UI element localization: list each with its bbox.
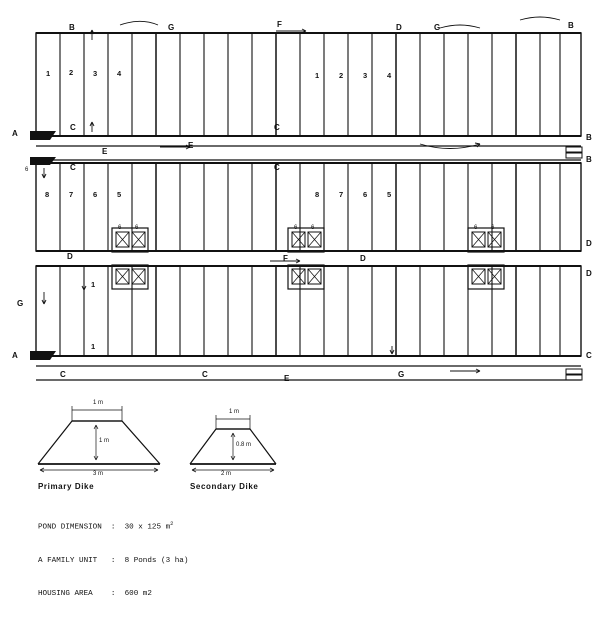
section-mark-c-right: C bbox=[586, 351, 592, 360]
legend-notes bbox=[38, 498, 338, 622]
section-mark-c-5: C bbox=[60, 370, 66, 379]
section-mark-g-top-2: G bbox=[434, 23, 441, 32]
secondary-dike-top-width-label: 1 m bbox=[229, 409, 240, 415]
section-mark-c-4: C bbox=[274, 163, 280, 172]
section-mark-f-2: F bbox=[283, 254, 288, 263]
section-mark-g-left: G bbox=[17, 299, 24, 308]
section-mark-d-top: D bbox=[396, 23, 402, 32]
pond-row-1 bbox=[36, 33, 581, 136]
section-mark-c-3: C bbox=[70, 163, 76, 172]
section-mark-e-2: E bbox=[102, 147, 108, 156]
section-mark-c-2: C bbox=[274, 123, 280, 132]
section-mark-c-1: C bbox=[70, 123, 76, 132]
house-unit-label-right: 6 bbox=[135, 225, 139, 231]
primary-dike-height-label: 1 m bbox=[99, 438, 110, 444]
section-mark-c-6: C bbox=[202, 370, 208, 379]
canal-1 bbox=[36, 146, 581, 160]
section-mark-d-right-2: D bbox=[586, 269, 592, 278]
house-unit-label-right: 6 bbox=[491, 225, 495, 231]
pond-number: 7 bbox=[339, 190, 344, 199]
pond-number: 5 bbox=[387, 190, 392, 199]
canal-2 bbox=[36, 366, 581, 380]
section-mark-e-1: E bbox=[188, 141, 194, 150]
section-mark-e-3: E bbox=[284, 374, 290, 383]
section-mark-6-left: 6 bbox=[25, 167, 29, 173]
secondary-dike-caption: Secondary Dike bbox=[190, 482, 259, 491]
pond-number: 7 bbox=[69, 190, 74, 199]
house-unit-label-left: 6 bbox=[474, 225, 478, 231]
section-mark-f-top: F bbox=[277, 20, 282, 29]
legend-row-family-unit: A FAMILY UNIT : 8 Ponds (3 ha) bbox=[38, 556, 189, 565]
pond-number: 1 bbox=[46, 69, 51, 78]
pond-number: 1 bbox=[91, 280, 96, 289]
pond-number: 8 bbox=[45, 190, 50, 199]
section-mark-g-bottom: G bbox=[398, 370, 405, 379]
house-unit-label-left: 6 bbox=[294, 225, 298, 231]
primary-dike-top-width-label: 1 m bbox=[93, 400, 104, 406]
pond-number: 3 bbox=[363, 71, 368, 80]
section-mark-g-top-1: G bbox=[168, 23, 175, 32]
housing-units-row-3 bbox=[112, 265, 504, 289]
pond-number: 1 bbox=[315, 71, 320, 80]
section-mark-a-left-2: A bbox=[12, 351, 18, 360]
section-mark-b-top-right: B bbox=[568, 21, 574, 30]
legend-superscript-2: 2 bbox=[170, 520, 174, 527]
pond-number: 2 bbox=[339, 71, 344, 80]
pond-number: 3 bbox=[93, 69, 98, 78]
section-mark-a-left-1: A bbox=[12, 129, 18, 138]
pond-number: 4 bbox=[117, 69, 122, 78]
secondary-dike-height-label: 0.8 m bbox=[236, 442, 252, 448]
intake-structures bbox=[30, 131, 56, 360]
section-mark-d-1: D bbox=[67, 252, 73, 261]
section-mark-b-right-2: B bbox=[586, 155, 592, 164]
housing-units-row-2 bbox=[112, 228, 504, 252]
pond-number: 6 bbox=[93, 190, 98, 199]
pond-number: 8 bbox=[315, 190, 320, 199]
secondary-dike-base-width-label: 2 m bbox=[221, 471, 232, 477]
house-unit-label-left: 6 bbox=[118, 225, 122, 231]
legend-row-pond-dimension bbox=[38, 520, 338, 534]
section-mark-d-2: D bbox=[360, 254, 366, 263]
pond-number: 4 bbox=[387, 71, 392, 80]
section-mark-b-top-left: B bbox=[69, 23, 75, 32]
outlet-gates bbox=[566, 147, 582, 380]
pond-number: 1 bbox=[91, 342, 96, 351]
legend-line-1: POND DIMENSION : 30 x 125 m bbox=[38, 523, 171, 532]
primary-dike-caption: Primary Dike bbox=[38, 482, 95, 491]
section-mark-b-right-1: B bbox=[586, 133, 592, 142]
house-unit-label-right: 6 bbox=[311, 225, 315, 231]
primary-dike-base-width-label: 3 m bbox=[93, 471, 104, 477]
pond-number: 2 bbox=[69, 68, 74, 77]
section-mark-d-right-1: D bbox=[586, 239, 592, 248]
legend-row-housing-area: HOUSING AREA : 600 m2 bbox=[38, 589, 152, 598]
secondary-dike-section bbox=[190, 415, 276, 472]
pond-number: 6 bbox=[363, 190, 368, 199]
pond-number: 5 bbox=[117, 190, 122, 199]
